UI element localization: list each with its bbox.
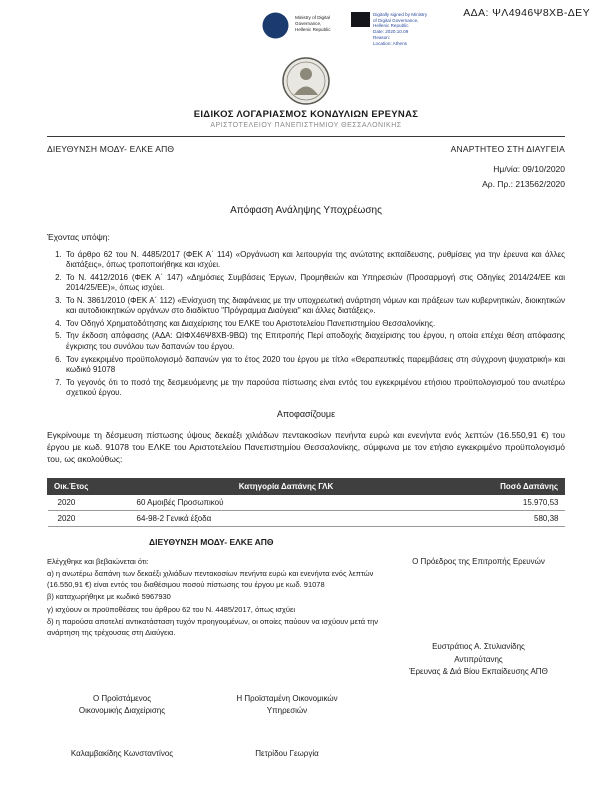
ministry-line: Ministry of Digital	[295, 15, 330, 20]
protocol-label: Αρ. Πρ.: 213562/2020	[482, 179, 565, 190]
finance-services-title	[207, 693, 367, 717]
anartiteo-label: ΑΝΑΡΤΗΤΕΟ ΣΤΗ ΔΙΑΥΓΕΙΑ	[450, 144, 565, 154]
university-name: ΑΡΙΣΤΟΤΕΛΕΙΟΥ ΠΑΝΕΠΙΣΤΗΜΙΟΥ ΘΕΣΣΑΛΟΝΙΚΗΣ	[210, 122, 402, 129]
cell-category: 60 Αμοιβές Προσωπικού	[131, 494, 442, 510]
legal-basis-item: 4. Τον Οδηγό Χρηματοδότησης και Διαχείρισης του ΕΛΚΕ του Αριστοτελείου Πανεπιστημίου Θεσσαλονίκης.	[64, 319, 565, 330]
ada-code: ΑΔΑ: ΨΛ4946Ψ8ΧΒ-ΔΕΥ	[463, 7, 590, 19]
verification-point: β) καταχωρήθηκε με κωδικό 5967930	[47, 592, 171, 602]
legal-basis-item: 2. Το Ν. 4412/2016 (ΦΕΚ Α΄ 147) «Δημόσιες Συμβάσεις Έργων, Προμηθειών και Υπηρεσιών (Προσαρμογή στις Οδηγίες 2014/24/ΕΕ και 2014/25/ΕΕ)», όπως ισχύει.	[64, 273, 565, 294]
signature-line: Location: Athens	[373, 40, 407, 46]
verification-point: δ) η παρούσα αποτελεί αντικατάσταση τυχόν προηγουμένων, οι οποίες παύουν να ισχύουν μετά την ανάρτηση της τρέχουσας στη Διαύγεια.	[47, 617, 379, 637]
legal-basis-item: 7. Το γεγονός ότι το ποσό της δεσμευόμενης με την παρούσα πίστωσης είναι εντός του εγκεκριμένου ετήσιου προϋπολογισμού του ανωτέρω σχετικού έργου.	[64, 378, 565, 399]
finance-manager-name: Καλαμβακίδης Κωνσταντίνος	[70, 748, 174, 758]
president-role-detail: Έρευνας & Διά Βίου Εκπαίδευσης ΑΠΘ	[409, 667, 548, 677]
having-regard-label: Έχοντας υπόψη:	[47, 231, 110, 242]
legal-basis-item: 6. Τον εγκεκριμένο προϋπολογισμό δαπανών για το έτος 2020 του έργου με τίτλο «Θεραπευτικές παρεμβάσεις στη σύγχρονη ψυχιατρική» και κωδικό 91078	[64, 355, 565, 376]
finance-manager-title	[47, 693, 197, 717]
cell-amount: 580,38	[442, 510, 565, 526]
cell-category: 64-98-2 Γενικά έξοδα	[131, 510, 442, 526]
signature-line: of Digital Governance,	[373, 17, 419, 23]
document-title: Απόφαση Ανάληψης Υποχρέωσης	[230, 204, 382, 216]
legal-basis-item: 1. Το άρθρο 62 του Ν. 4485/2017 (ΦΕΚ Α΄ 114) «Οργάνωση και λειτουργία της ανώτατης εκπαίδευσης, ρυθμίσεις για την έρευνα και άλλες διατάξεις», όπως τροποποιήθηκε και ισχύει.	[64, 250, 565, 271]
ministry-logo-icon	[262, 12, 289, 39]
verification-point: α) η ανωτέρω δαπάνη των δεκαέξι χιλιάδων πεντακοσίων πενήντα ευρώ και ενενήντα ενός λεπτών (16.550,91 €) είναι εντός του διαθέσιμου ποσού πίστωσης του έργου με κωδ. 91078	[47, 569, 374, 589]
expense-table	[47, 478, 565, 527]
cell-year: 2020	[48, 510, 131, 526]
signature-line: Digitally signed by Ministry	[373, 12, 428, 17]
gov-signature-cluster	[262, 12, 431, 46]
table-row	[48, 510, 565, 526]
division-label: ΔΙΕΥΘΥΝΣΗ ΜΟΔΥ- ΕΛΚΕ ΑΠΘ	[47, 144, 175, 154]
ministry-name	[295, 12, 345, 33]
signature-line: Date: 2020.10.09	[373, 29, 409, 35]
cell-amount: 15.970,53	[442, 494, 565, 510]
column-header-year: Οικ.Έτος	[48, 478, 131, 494]
document-body	[0, 144, 612, 758]
president-title: Ο Πρόεδρος της Επιτροπής Ερευνών	[412, 556, 545, 566]
digital-signature-text	[373, 12, 431, 46]
university-seal-icon	[282, 57, 330, 105]
verification-signature-area	[47, 557, 565, 679]
signature-line: Reason:	[373, 34, 391, 40]
verification-point: γ) ισχύουν οι προϋποθέσεις του άρθρου 62 του Ν. 4485/2017, όπως ισχύει	[47, 604, 295, 614]
president-role: Αντιπρύτανης	[454, 654, 503, 664]
legal-basis-list	[47, 250, 565, 399]
decision-paragraph: Εγκρίνουμε τη δέσμευση πίστωσης ύψους δεκαέξι χιλιάδων πεντακοσίων πενήντα ευρώ και ενενήντα ενός λεπτών (16.550,91 €) του έργου με κωδ. 91078 του ΕΛΚΕ του Αριστοτελείου Πανεπιστημίου Θεσσαλονίκης, σύμφωνα με τον ετήσιο εγκεκριμένο προϋπολογισμό του, ως ακολούθως:	[47, 429, 565, 465]
verification-intro: Ελέγχθηκε και βεβαιώνεται ότι:	[47, 556, 149, 566]
meta-right	[47, 162, 565, 193]
cell-year: 2020	[48, 494, 131, 510]
signature-mark-icon	[351, 12, 370, 27]
column-header-category: Κατηγορία Δαπάνης ΓΛΚ	[131, 478, 442, 494]
verification-block	[47, 557, 392, 679]
president-name: Ευστράτιος Α. Στυλιανίδης	[432, 642, 525, 652]
division-heading: ΔΙΕΥΘΥΝΣΗ ΜΟΔΥ- ΕΛΚΕ ΑΠΘ	[149, 536, 274, 547]
finance-services-title-line: Η Προϊσταμένη Οικονομικών	[236, 693, 338, 703]
officers-titles-row	[47, 693, 565, 717]
organization-name: ΕΙΔΙΚΟΣ ΛΟΓΑΡΙΑΣΜΟΣ ΚΟΝΔΥΛΙΩΝ ΕΡΕΥΝΑΣ	[193, 109, 419, 120]
officers-names-row	[47, 749, 565, 758]
finance-manager-title-line: Οικονομικής Διαχείρισης	[78, 705, 166, 715]
digital-signature-block	[351, 12, 431, 46]
finance-services-name: Πετρίδου Γεωργία	[255, 748, 319, 758]
president-name-block	[392, 641, 565, 678]
table-header-row	[48, 478, 565, 494]
finance-manager-title-line: Ο Προϊστάμενος	[92, 693, 152, 703]
finance-services-title-line: Υπηρεσιών	[266, 705, 308, 715]
legal-basis-item: 5. Την έκδοση απόφασης (ΑΔΑ: ΩΙΦΧ46Ψ8ΧΒ-9ΒΩ) της Επιτροπής Περί αποδοχής διαχείρισης του έργου, η οποία επέχει θέση απόφασης έγκρισης του συνόλου των δαπανών του έργου.	[64, 331, 565, 352]
ministry-line: Governance,	[295, 20, 322, 26]
table-row	[48, 494, 565, 510]
column-header-amount: Ποσό Δαπάνης	[442, 478, 565, 494]
date-label: Ημ/νία: 09/10/2020	[493, 164, 565, 174]
header-divider	[47, 136, 565, 137]
president-signature-block	[392, 557, 565, 679]
legal-basis-item: 3. Το Ν. 3861/2010 (ΦΕΚ Α΄ 112) «Ενίσχυση της διαφάνειας με την υποχρεωτική ανάρτηση νόμων και πράξεων των κυβερνητικών, διοικητικών και αυτοδιοικητικών οργάνων στο διαδίκτυο "Πρόγραμμα Διαύγεια" και άλλες διατάξεις».	[64, 296, 565, 317]
ministry-line: Hellenic Republic	[295, 26, 331, 32]
decision-heading: Αποφασίζουμε	[276, 408, 336, 419]
signature-line: Hellenic Republic	[373, 23, 409, 29]
meta-row	[47, 144, 565, 154]
